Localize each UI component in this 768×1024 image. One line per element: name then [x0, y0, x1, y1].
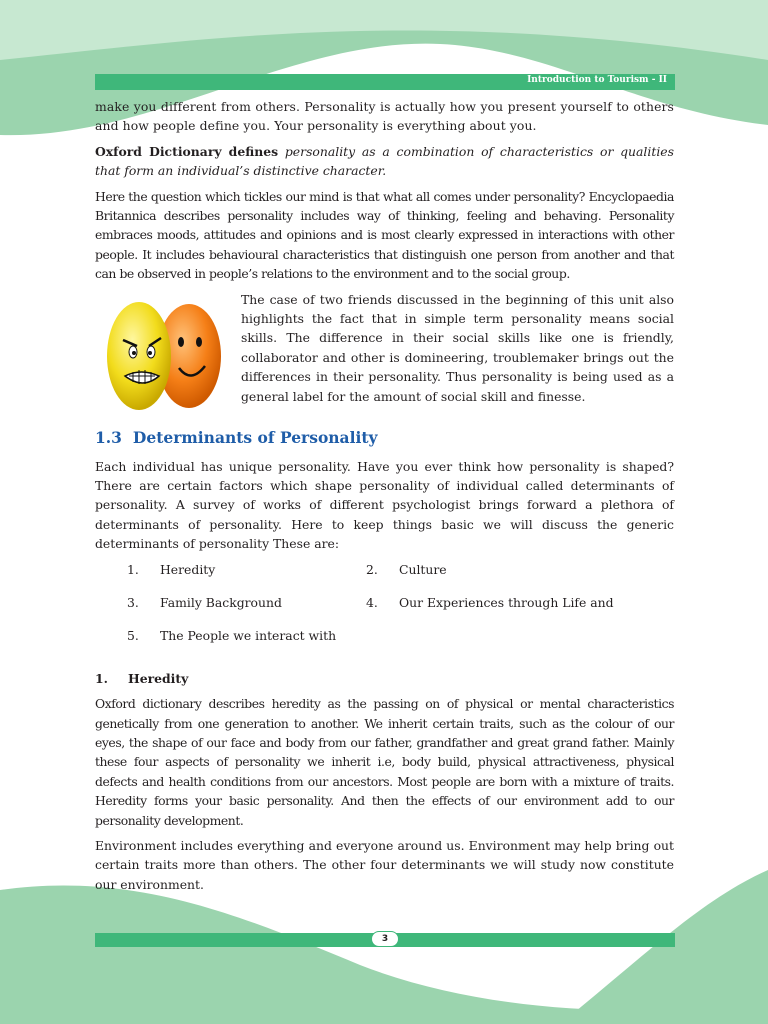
paragraph-determinants-intro: Each individual has unique personality. Have you ever think how personality is shaped? There are certain factors which shape personality of individual called determinants of personality. A survey of works of different psychologist brings forward a plethora of determinants of personality. Here to keep things basic we will discuss the generic determinants of personality These are: — [95, 458, 674, 552]
page-content — [95, 97, 674, 900]
paragraph-oxford-definition — [95, 142, 674, 181]
list-item: 2. Culture — [366, 561, 447, 577]
section-title: Determinants of Personality — [132, 427, 378, 447]
two-faces-illustration — [103, 290, 225, 418]
subsection-heading — [95, 669, 674, 688]
section-heading — [95, 428, 674, 448]
subsection-number: 1. — [95, 670, 108, 686]
section-number: 1.3 — [95, 427, 122, 447]
subsection-title: Heredity — [128, 670, 189, 686]
list-item: 3. Family Background — [127, 594, 282, 610]
header-bar — [95, 74, 675, 90]
oxford-italic: personality as a combination of characteristics or qualities that form an individual’s distinctive character. — [95, 143, 674, 179]
paragraph-environment: Environment includes everything and everyone around us. Environment may help bring out certain traits more than others. The other four determinants we will study now constitute our environment. — [95, 837, 674, 892]
figure-block — [95, 290, 674, 418]
list-item: 1. Heredity — [127, 561, 216, 577]
determinants-list — [95, 560, 674, 665]
oxford-bold: Oxford Dictionary defines — [95, 143, 279, 159]
page-number: 3 — [371, 931, 399, 947]
paragraph-heredity: Oxford dictionary describes heredity as the passing on of physical or mental characteristics genetically from one generation to another. We inherit certain traits, such as the colour of our eyes, the shape of our face and body from our father, grandfather and great grand father. Mainly these four aspects of personality we inherit i.e, body build, physical attractiveness, physical defects and health conditions from our ancestors. Most people are born with a mixture of traits. Heredity forms your basic personality. And then the effects of our environment add to our personality development. — [95, 696, 674, 828]
list-item: 5. The People we interact with — [127, 627, 337, 643]
paragraph-britannica: Here the question which tickles our mind is that what all comes under personality? Encyclopaedia Britannica describes personality includes way of thinking, feeling and behaving. Personality embraces moods, attitudes and opinions and is most clearly expressed in interactions with other people. It includes behavioural characteristics that distinguish one person from another and that can be observed in people’s relations to the environment and to the social group. — [95, 188, 674, 282]
yellow-egg — [107, 302, 171, 410]
paragraph-social-skills: The case of two friends discussed in the beginning of this unit also highlights the fact that in simple term personality means social skills. The difference in their social skills like one is friendly, collaborator and other is domineering, troublemaker brings out the differences in their personality. Thus personality is being used as a general label for the amount of social skill and finesse. — [241, 291, 674, 404]
paragraph-intro: make you different from others. Personality is actually how you present yourself to others and how people define you. Your personality is everything about you. — [95, 99, 674, 134]
list-item: 4. Our Experiences through Life and — [366, 594, 614, 610]
footer-bar — [95, 933, 675, 947]
running-header: Introduction to Tourism - II — [527, 75, 667, 85]
